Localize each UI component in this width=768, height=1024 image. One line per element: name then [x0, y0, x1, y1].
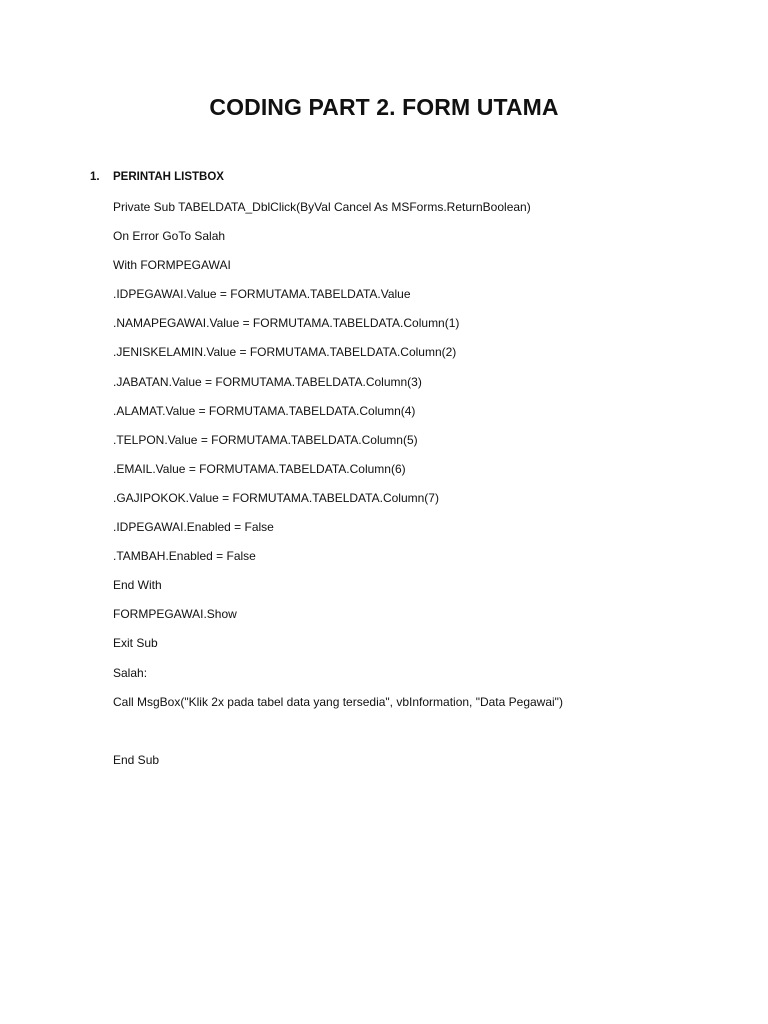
code-line: .JENISKELAMIN.Value = FORMUTAMA.TABELDATA.Column(2)	[113, 345, 457, 360]
code-line: Private Sub TABELDATA_DblClick(ByVal Cancel As MSForms.ReturnBoolean)	[113, 200, 531, 214]
code-line: Call MsgBox("Klik 2x pada tabel data yang tersedia", vbInformation, "Data Pegawai")	[113, 694, 563, 709]
code-line: Salah:	[113, 665, 148, 680]
code-line: End With	[113, 578, 162, 593]
document-title: CODING PART 2. FORM UTAMA	[209, 94, 559, 120]
code-line: .TAMBAH.Enabled = False	[113, 549, 256, 564]
code-line: On Error GoTo Salah	[113, 229, 226, 244]
code-block	[113, 199, 733, 781]
code-line: FORMPEGAWAI.Show	[113, 607, 237, 622]
code-line: .TELPON.Value = FORMUTAMA.TABELDATA.Column(5)	[113, 432, 418, 447]
code-line: Exit Sub	[113, 636, 158, 651]
code-line: .EMAIL.Value = FORMUTAMA.TABELDATA.Column(6)	[113, 461, 406, 476]
code-line: .JABATAN.Value = FORMUTAMA.TABELDATA.Column(3)	[113, 374, 422, 389]
section-number: 1.	[90, 171, 100, 183]
code-line: .IDPEGAWAI.Enabled = False	[113, 520, 274, 535]
code-line: .ALAMAT.Value = FORMUTAMA.TABELDATA.Column(4)	[113, 403, 416, 418]
code-line: .IDPEGAWAI.Value = FORMUTAMA.TABELDATA.Value	[113, 287, 411, 302]
code-line: End Sub	[113, 752, 160, 767]
blank-line	[113, 723, 733, 752]
code-line: .GAJIPOKOK.Value = FORMUTAMA.TABELDATA.Column(7)	[113, 490, 439, 505]
section-heading-text: PERINTAH LISTBOX	[113, 171, 224, 183]
section-heading	[90, 171, 224, 183]
code-line: .NAMAPEGAWAI.Value = FORMUTAMA.TABELDATA.Column(1)	[113, 316, 460, 331]
code-line: With FORMPEGAWAI	[113, 258, 231, 273]
